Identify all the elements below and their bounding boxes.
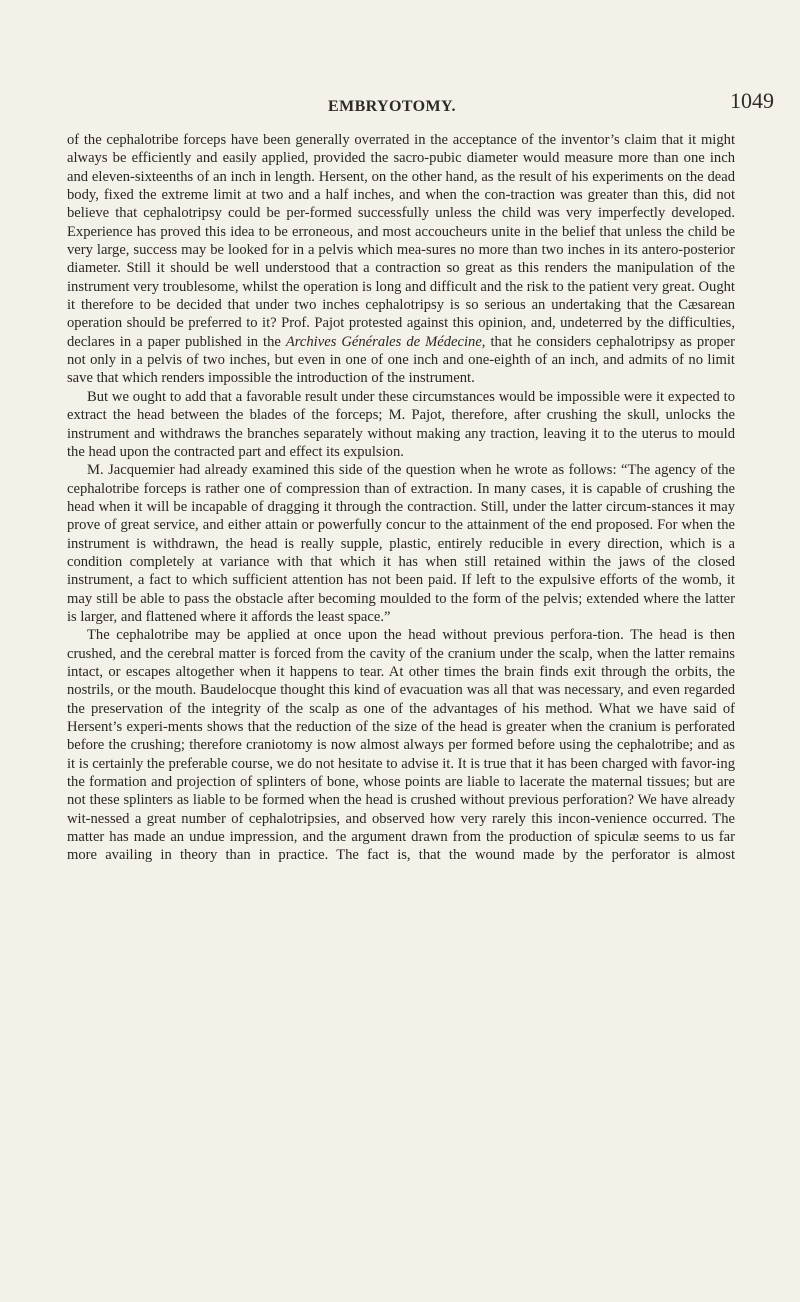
paragraph-1-text-continued: that he considers cephalotripsy as proper not only in a pelvis of two inches, but even in one of one inch and one-eighth of an inch, and admits of no limit save that which renders impossible the introduction of the instrument. [67, 333, 735, 387]
body-text [67, 131, 735, 865]
paragraph-3: M. Jacquemier had already examined this side of the question when he wrote as follows: “The agency of the cephalotribe forceps is rather one of compression than of extraction. In many cases, it is capable of crushing the head when it will be incapable of dragging it through the contraction. Still, under the latter circum-stances it may prove of great service, and either attain or powerfully concur to the attainment of the end proposed. For when the instrument is withdrawn, the head is really supple, plastic, entirely reducible in every direction, which is a condition completely at variance with that which it has when still retained within the jaws of the closed instrument, a fact to which sufficient attention has not been paid. If left to the expulsive efforts of the womb, it may still be able to pass the obstacle after becoming moulded to the form of the pelvis; extended where the latter is larger, and flattened where it affords the least space.” [67, 462, 735, 625]
running-head-title: EMBRYOTOMY. [328, 98, 456, 115]
paragraph-1-text: of the cephalotribe forceps have been generally overrated in the acceptance of the inventor’s claim that it might always be efficiently and easily applied, provided the sacro-pubic diameter would measure more than one inch and eleven-sixteenths of an inch in length. Hersent, on the other hand, as the result of his experiments on the dead body, fixed the extreme limit at two and a half inches, and when the con-traction was greater than this, did not believe that cephalotripsy could be per-formed successfully unless the child was very imperfectly developed. Experience has proved this idea to be erroneous, and most accoucheurs unite in the belief that unless the child be very large, success may be looked for in a pelvis which mea-sures no more than two inches in its antero-posterior diameter. Still it should be well understood that a contraction so great as this renders the manipulation of the instrument very troublesome, whilst the operation is long and difficult and the risk to the patient very great. Ought it therefore to be decided that under two inches cephalotripsy is so serious an undertaking that the Cæsarean operation should be preferred to it? Prof. Pajot protested against this opinion, and, undeterred by the difficulties, declares in a paper published in the [67, 132, 735, 350]
paragraph-4: The cephalotribe may be applied at once upon the head without previous perfora-tion. The head is then crushed, and the cerebral matter is forced from the cavity of the cranium under the scalp, when the latter remains intact, or escapes altogether when it happens to tear. At other times the brain finds exit through the orbits, the nostrils, or the mouth. Baudelocque thought this kind of evacuation was all that was necessary, and even regarded the preservation of the integrity of the scalp as one of the advantages of his method. What we have said of Hersent’s experi-ments shows that the reduction of the size of the head is greater when the cranium is perforated before the crushing; therefore craniotomy is now almost always per formed before using the cephalotribe; and as it is certainly the preferable course, we do not hesitate to advise it. It is true that it has been charged with favor-ing the formation and projection of splinters of bone, whose points are liable to lacerate the maternal tissues; but are not these splinters as liable to be formed when the head is crushed without previous perforation? We have already wit-nessed a great number of cephalotripsies, and observed how very rarely this incon-venience occurred. The matter has made an undue impression, and the argument drawn from the production of spiculæ seems to us far more availing in theory than in practice. The fact is, that the wound made by the perforator is almost [67, 627, 735, 864]
paragraph-1 [67, 131, 735, 388]
page-number: 1049 [730, 88, 774, 113]
paragraph-2: But we ought to add that a favorable result under these circumstances would be impossible were it expected to extract the head between the blades of the forceps; M. Pajot, therefore, after crushing the skull, unlocks the instrument and withdraws the branches separately without making any traction, leaving it to the uterus to mould the head upon the contracted part and effect its expulsion. [67, 388, 735, 460]
journal-title-italic: Archives Générales de Médecine, [285, 333, 486, 350]
